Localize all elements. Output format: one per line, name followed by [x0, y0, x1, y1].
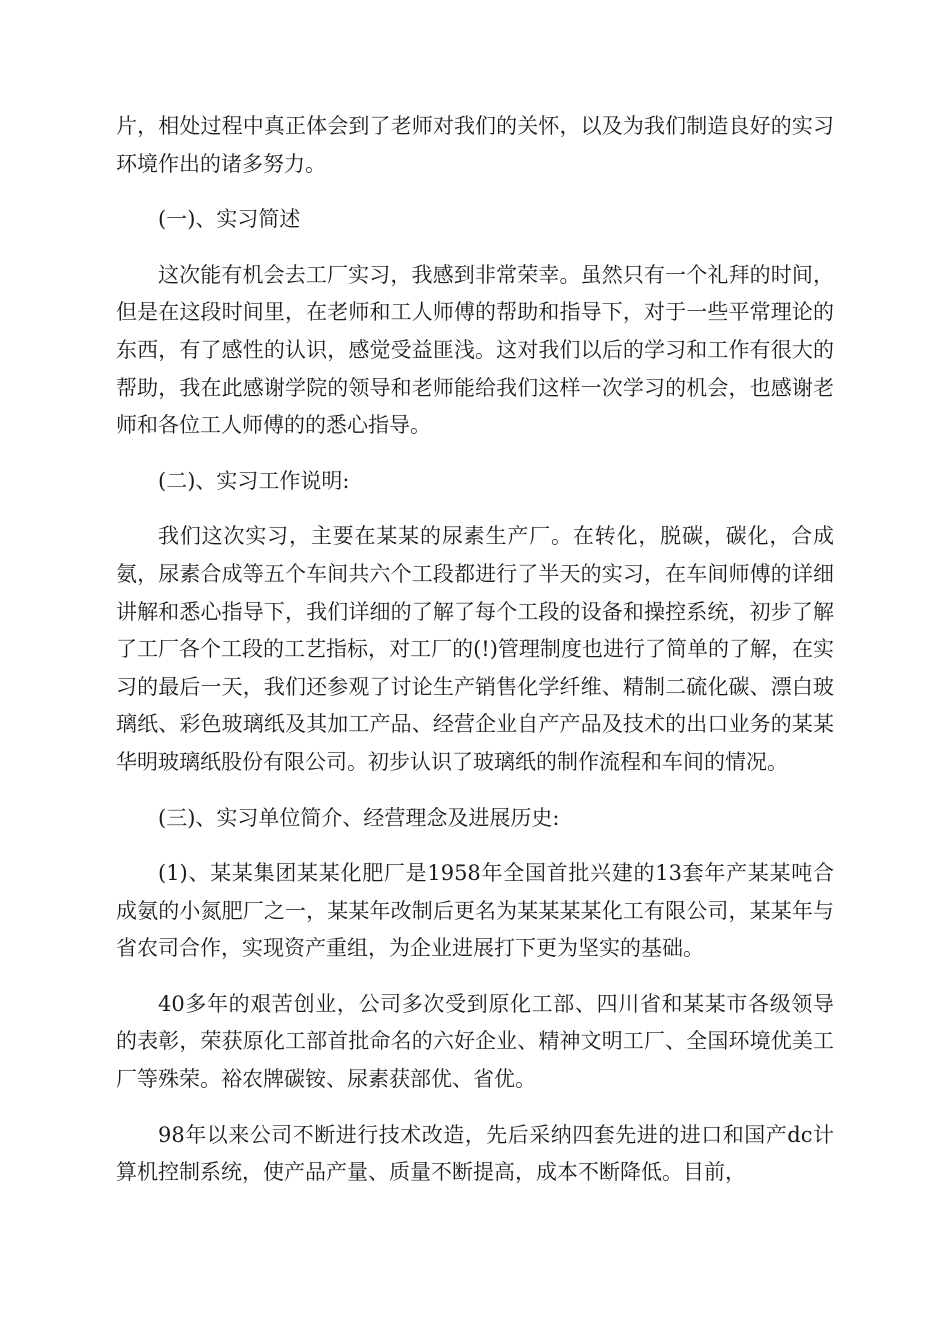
paragraph-company-honors: 40多年的艰苦创业，公司多次受到原化工部、四川省和某某市各级领导的表彰，荣获原化工部首批命名的六好企业、精神文明工厂、全国环境优美工厂等殊荣。裕农牌碳铵、尿素获部优、省优。 — [116, 991, 834, 1092]
paragraph-company-history: (1)、某某集团某某化肥厂是1958年全国首批兴建的13套年产某某吨合成氨的小氮肥厂之一，某某年改制后更名为某某某某化工有限公司，某某年与省农司合作，实现资产重组，为企业进展打下更为坚实的基础。 — [116, 861, 834, 961]
paragraph-overview: 这次能有机会去工厂实习，我感到非常荣幸。虽然只有一个礼拜的时间，但是在这段时间里，在老师和工人师傅的帮助和指导下，对于一些平常理论的东西，有了感性的认识，感觉受益匪浅。这对我们以后的学习和工作有很大的帮助，我在此感谢学院的领导和老师能给我们这样一次学习的机会，也感谢老师和各位工人师傅的的悉心指导。 — [116, 262, 834, 438]
section-heading-company-intro: (三)、实习单位简介、经营理念及进展历史: — [158, 805, 560, 830]
paragraph-work-description: 我们这次实习，主要在某某的尿素生产厂。在转化，脱碳，碳化，合成氨，尿素合成等五个车间共六个工段都进行了半天的实习，在车间师傅的详细讲解和悉心指导下，我们详细的了解了每个工段的设备和操控系统，初步了解了工厂各个工段的工艺指标，对工厂的(!)管理制度也进行了简单的了解，在实习的最后一天，我们还参观了讨论生产销售化学纤维、精制二硫化碳、漂白玻璃纸、彩色玻璃纸及其加工产品、经营企业自产产品及技术的出口业务的某某华明玻璃纸股份有限公司。初步认识了玻璃纸的制作流程和车间的情况。 — [116, 524, 834, 774]
section-heading-overview: (一)、实习简述 — [158, 207, 301, 232]
section-heading-work-description: (二)、实习工作说明: — [158, 468, 350, 493]
paragraph-technical-upgrade: 98年以来公司不断进行技术改造，先后采纳四套先进的进口和国产dc计算机控制系统，使产品产量、质量不断提高，成本不断降低。目前， — [116, 1122, 834, 1185]
paragraph-continuation: 片，相处过程中真正体会到了老师对我们的关怀，以及为我们制造良好的实习环境作出的诸多努力。 — [116, 114, 834, 176]
document-body — [116, 108, 834, 1210]
